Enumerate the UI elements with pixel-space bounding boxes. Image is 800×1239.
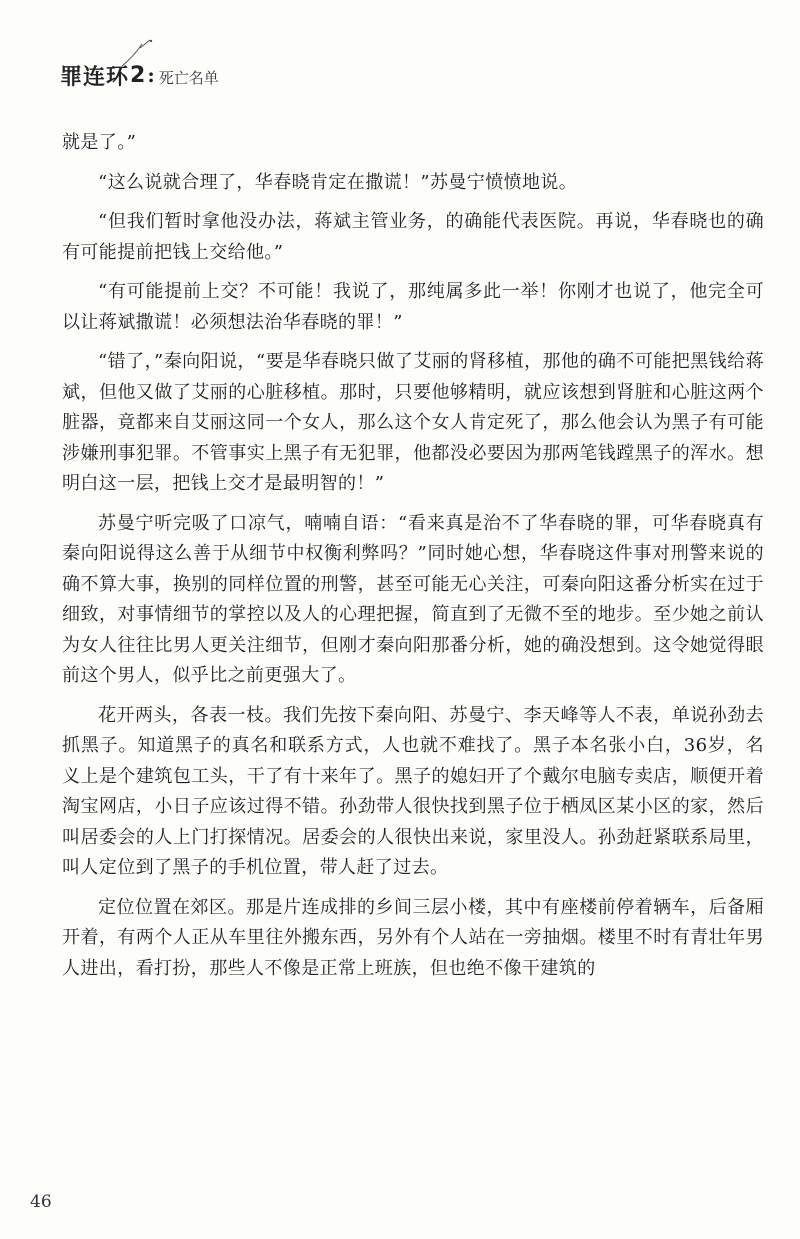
page-number: 46 [30, 1192, 52, 1212]
paragraph: 苏曼宁听完吸了口凉气，喃喃自语：“看来真是治不了华春晓的罪，可华春晓真有秦向阳说得这么善于从细节中权衡利弊吗？”同时她心想，华春晓这件事对刑警来说的确不算大事，换别的同样位置的刑警，甚至可能无心关注，可秦向阳这番分析实在过于细致，对事情细节的掌控以及人的心理把握，简直到了无微不至的地步。至少她之前认为女人往往比男人更关注细节，但刚才秦向阳那番分析，她的确没想到。这令她觉得眼前这个男人，似乎比之前更强大了。 [62, 512, 764, 686]
paragraph: “但我们暂时拿他没办法，蒋斌主管业务，的确能代表医院。再说，华春晓也的确有可能提前把钱上交给他。” [62, 211, 764, 263]
paragraph: 定位位置在郊区。那是片连成排的乡间三层小楼，其中有座楼前停着辆车，后备厢开着，有两个人正从车里往外搬东西，另外有个人站在一旁抽烟。楼里不时有青壮年男人进出，看打扮，那些人不像是正常上班族，但也绝不像干建筑的 [62, 896, 764, 979]
paragraph: “有可能提前上交？不可能！我说了，那纯属多此一举！你刚才也说了，他完全可以让蒋斌撒谎！必须想法治华春晓的罪！” [62, 281, 764, 333]
series-title: 罪连环 [60, 64, 130, 90]
body-text [62, 128, 764, 993]
book-subtitle: 死亡名单 [158, 68, 219, 87]
paragraph: “这么说就合理了，华春晓肯定在撒谎！”苏曼宁愤愤地说。 [98, 171, 578, 193]
paragraph: “错了，”秦向阳说，“要是华春晓只做了艾丽的肾移植，那他的确不可能把黑钱给蒋斌，但他又做了艾丽的心脏移植。那时，只要他够精明，就应该想到肾脏和心脏这两个脏器，竟都来自艾丽这同一个女人，那么这个女人肯定死了，那么他会认为黑子有可能涉嫌刑事犯罪。不管事实上黑子有无犯罪，他都没必要因为那两笔钱蹚黑子的浑水。想明白这一层，把钱上交才是最明智的！” [62, 351, 764, 494]
paragraph: 就是了。” [62, 132, 137, 153]
header-ornament-icon [120, 38, 160, 68]
header-colon: : [147, 63, 155, 87]
series-number: 2 [130, 62, 146, 88]
paragraph: 花开两头，各表一枝。我们先按下秦向阳、苏曼宁、李天峰等人不表，单说孙劲去抓黑子。知道黑子的真名和联系方式，人也就不难找了。黑子本名张小白，36岁，名义上是个建筑包工头，干了有十来年了。黑子的媳妇开了个戴尔电脑专卖店，顺便开着淘宝网店，小日子应该过得不错。孙劲带人很快找到黑子位于栖凤区某小区的家，然后叫居委会的人上门打探情况。居委会的人很快出来说，家里没人。孙劲赶紧联系局里，叫人定位到了黑子的手机位置，带人赶了过去。 [62, 704, 764, 878]
